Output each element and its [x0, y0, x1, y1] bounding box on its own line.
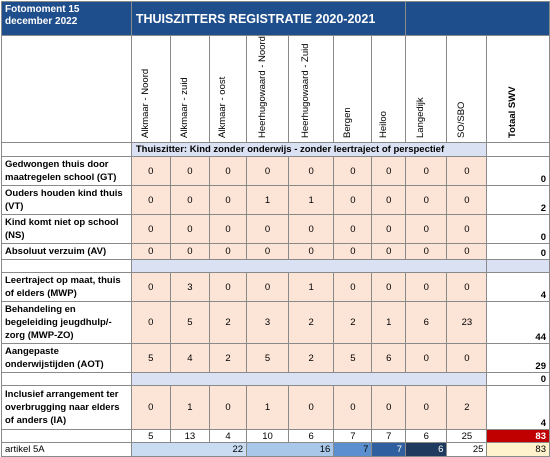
row-label: Aangepaste onderwijstijden (AOT) [2, 344, 132, 373]
row-total: 0 [487, 244, 550, 260]
table-row: Aangepaste onderwijstijden (AOT) 5 4 2 5 2 5 6 0 0 29 [2, 344, 550, 373]
row-label: Kind komt niet op school (NS) [2, 215, 132, 244]
blank-row [2, 373, 550, 386]
col-header-alkmaar-zuid: Alkmaar - zuid [170, 36, 209, 143]
row-total: 44 [487, 302, 550, 344]
row-total: 4 [487, 386, 550, 430]
table-row: Inclusief arrangement ter overbrugging naar elders of anders (IA) 0 1 0 1 0 0 0 0 2 4 [2, 386, 550, 430]
row-total: 0 [487, 157, 550, 186]
grand-total: 83 [487, 430, 550, 443]
sum-row: 5 13 4 10 6 7 7 6 25 83 [2, 430, 550, 443]
header-fill [406, 2, 550, 36]
row-label: Gedwongen thuis door maatregelen school (GT) [2, 157, 132, 186]
col-header-langedijk: Langedijk [406, 36, 447, 143]
spacer-row [2, 260, 550, 273]
row-label: Absoluut verzuim (AV) [2, 244, 132, 260]
row-total: 0 [487, 215, 550, 244]
row-label: Ouders houden kind thuis (VT) [2, 186, 132, 215]
col-header-so-sbo: SO/SBO [447, 36, 487, 143]
row-total: 0 [487, 373, 550, 386]
row-total: 4 [487, 273, 550, 302]
table-row: Ouders houden kind thuis (VT) 0 0 0 1 1 0 0 0 0 2 [2, 186, 550, 215]
col-header-heiloo: Heiloo [372, 36, 406, 143]
snapshot-date: Fotomoment 15 december 2022 [2, 2, 132, 36]
col-header-bergen: Bergen [334, 36, 372, 143]
col-header-heerhugowaard-noord: Heerhugowaard - Noord [247, 36, 289, 143]
row-label: Behandeling en begeleiding jeugdhulp/-zorg (MWP-ZO) [2, 302, 132, 344]
table-row: Behandeling en begeleiding jeugdhulp/-zorg (MWP-ZO) 0 5 2 3 2 2 1 6 23 44 [2, 302, 550, 344]
col-header-alkmaar-noord: Alkmaar - Noord [131, 36, 170, 143]
col-header-alkmaar-oost: Alkmaar - oost [210, 36, 247, 143]
col-header-total: Totaal SWV [487, 36, 550, 143]
row-total: 2 [487, 186, 550, 215]
article-total: 83 [487, 443, 550, 457]
column-header-row [2, 36, 550, 143]
table-row: Gedwongen thuis door maatregelen school (GT) 0 0 0 0 0 0 0 0 0 0 [2, 157, 550, 186]
row-label: Leertraject op maat, thuis of elders (MWP) [2, 273, 132, 302]
row-label: Inclusief arrangement ter overbrugging naar elders of anders (IA) [2, 386, 132, 430]
table-row: Leertraject op maat, thuis of elders (MWP) 0 3 0 0 1 0 0 0 0 4 [2, 273, 550, 302]
row-total: 29 [487, 344, 550, 373]
registration-table [1, 1, 550, 457]
table-row: Absoluut verzuim (AV) 0 0 0 0 0 0 0 0 0 0 [2, 244, 550, 260]
section-heading: Thuiszitter: Kind zonder onderwijs - zonder leertraject of perspectief [131, 143, 487, 157]
col-header-heerhugowaard-zuid: Heerhugowaard - Zuid [289, 36, 334, 143]
article-row: artikel 5A 22 16 7 7 6 25 83 [2, 443, 550, 457]
article-label: artikel 5A [2, 443, 132, 457]
table-row: Kind komt niet op school (NS) 0 0 0 0 0 0 0 0 0 0 [2, 215, 550, 244]
corner-cell [2, 36, 132, 143]
page-title: THUISZITTERS REGISTRATIE 2020-2021 [131, 2, 405, 36]
